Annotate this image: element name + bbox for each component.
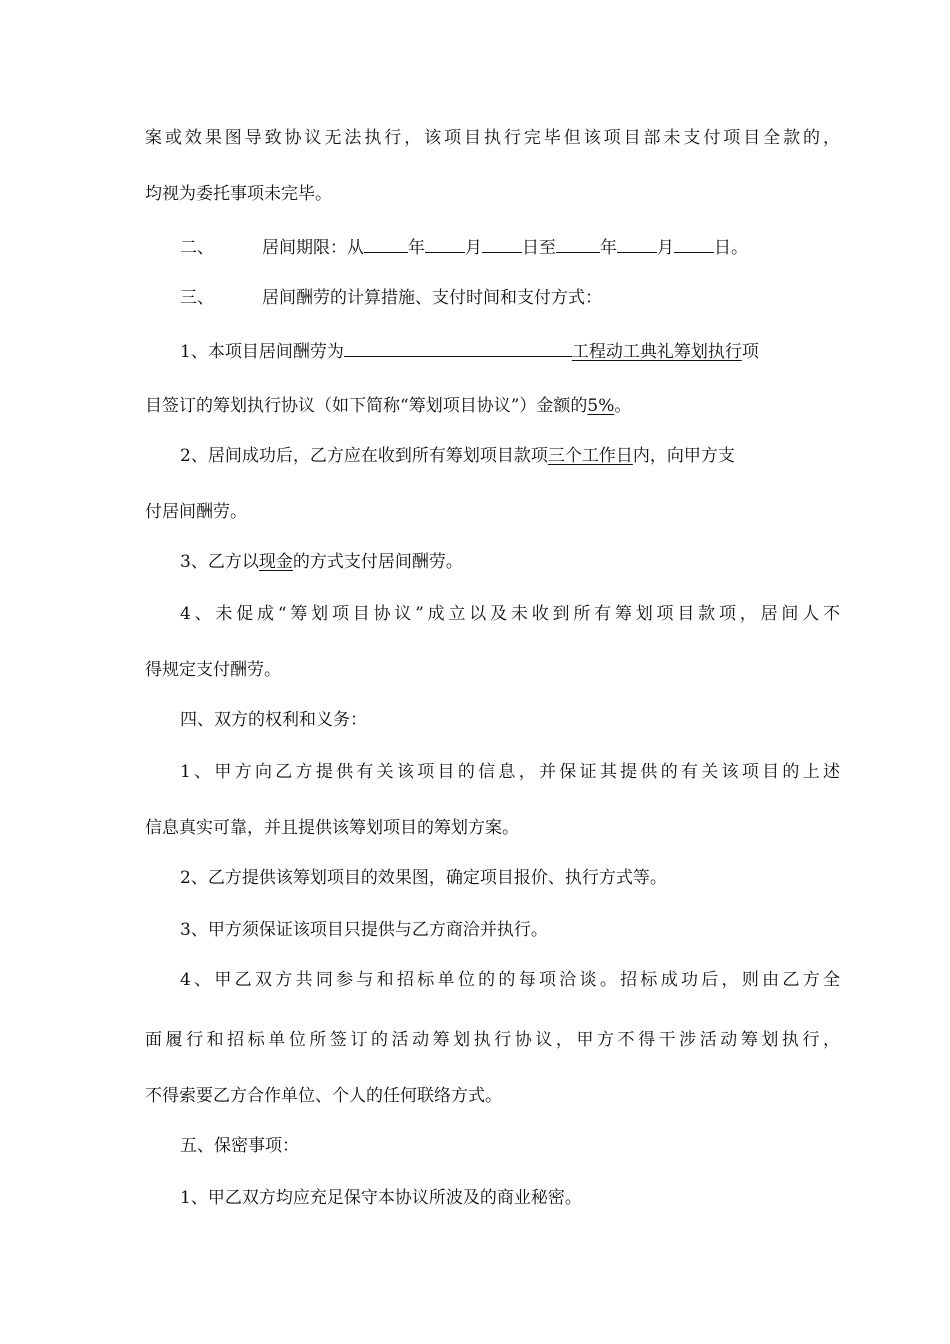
start-day-blank — [482, 234, 522, 253]
payment-method: 现金 — [258, 552, 293, 572]
section-four-heading: 四、双方的权利和义务： — [180, 710, 367, 730]
start-year-blank — [364, 234, 408, 253]
paragraph-line: 不得索要乙方合作单位、个人的任何联络方式。 — [145, 1086, 502, 1106]
fee-percentage: 5% — [587, 396, 615, 416]
payment-method-line — [180, 550, 840, 574]
section-title: 居间酬劳的计算措施、支付时间和支付方式： — [262, 288, 602, 308]
month-label: 月 — [657, 238, 674, 258]
month-label: 月 — [465, 238, 482, 258]
paragraph-line: 付居间酬劳。 — [145, 502, 247, 522]
end-day-blank — [674, 234, 714, 253]
paragraph-line: 2、乙方提供该筹划项目的效果图，确定项目报价、执行方式等。 — [180, 868, 667, 888]
section-five-heading: 五、保密事项： — [180, 1136, 299, 1156]
payment-time-line — [180, 444, 840, 468]
paragraph-line: 1、甲方向乙方提供有关该项目的信息，并保证其提供的有关该项目的上述 — [180, 762, 840, 782]
day-label: 日至 — [522, 238, 556, 258]
fee-clause-line — [145, 394, 840, 418]
section-number: 三、 — [180, 288, 214, 308]
clause-text: 项 — [741, 342, 759, 362]
paragraph-line: 4、甲乙双方共同参与和招标单位的的每项洽谈。招标成功后，则由乙方全 — [180, 970, 840, 990]
end-year-blank — [556, 234, 600, 253]
term-label: 居间期限：从 — [262, 238, 364, 258]
paragraph-line: 4、未促成“筹划项目协议”成立以及未收到所有筹划项目款项，居间人不 — [180, 604, 840, 624]
payment-days: 三个工作日 — [547, 446, 633, 466]
section-two-term — [180, 234, 840, 260]
fee-clause-line — [180, 338, 840, 364]
clause-text: 3、乙方以 — [180, 552, 259, 572]
paragraph-line: 面履行和招标单位所签订的活动筹划执行协议，甲方不得干涉活动筹划执行， — [145, 1030, 840, 1050]
paragraph-line: 3、甲方须保证该项目只提供与乙方商洽并执行。 — [180, 920, 548, 940]
section-three-heading — [180, 286, 840, 310]
clause-text: 的方式支付居间酬劳。 — [292, 552, 463, 572]
end-month-blank — [617, 234, 657, 253]
day-label: 日。 — [714, 238, 748, 258]
paragraph-line: 案或效果图导致协议无法执行，该项目执行完毕但该项目部未支付项目全款的， — [145, 128, 840, 148]
section-number: 二、 — [180, 238, 214, 258]
clause-text: 。 — [614, 396, 632, 416]
year-label: 年 — [408, 238, 425, 258]
clause-text: 1、本项目居间酬劳为 — [180, 342, 344, 362]
start-month-blank — [425, 234, 465, 253]
paragraph-line: 得规定支付酬劳。 — [145, 660, 281, 680]
clause-text: 目签订的筹划执行协议（如下简称“筹划项目协议”）金额的 — [145, 396, 588, 416]
paragraph-line: 均视为委托事项未完毕。 — [145, 184, 332, 204]
year-label: 年 — [600, 238, 617, 258]
fee-blank — [344, 338, 572, 357]
paragraph-line: 信息真实可靠，并且提供该筹划项目的筹划方案。 — [145, 818, 519, 838]
clause-text: 内，向甲方支 — [632, 446, 735, 466]
clause-text: 2、居间成功后，乙方应在收到所有筹划项目款项 — [180, 446, 548, 466]
project-name-fill: 工程动工典礼筹划执行 — [571, 342, 742, 362]
paragraph-line: 1、甲乙双方均应充足保守本协议所波及的商业秘密。 — [180, 1188, 582, 1208]
